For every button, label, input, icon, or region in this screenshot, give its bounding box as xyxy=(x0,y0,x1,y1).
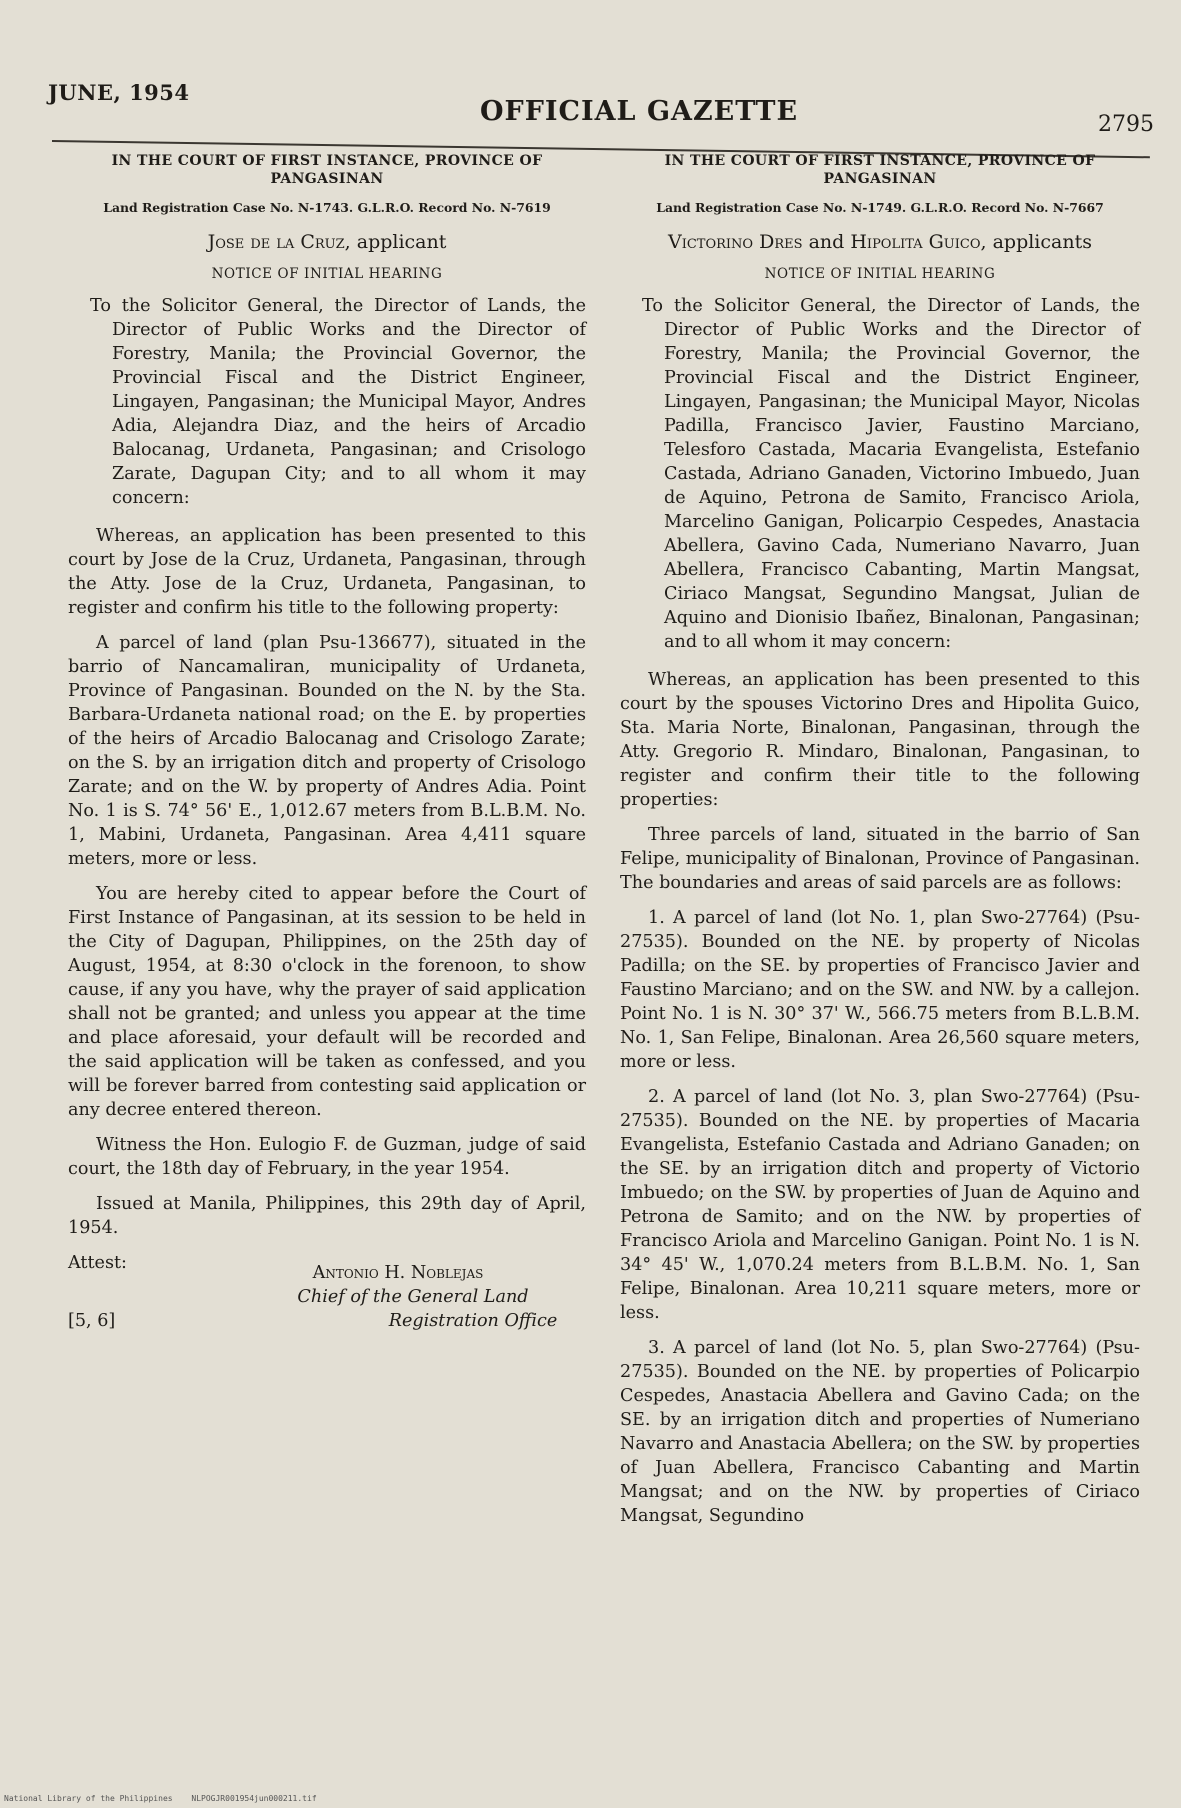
scan-file-name: NLPOGJR001954jun000211.tif xyxy=(191,1794,317,1803)
applicant-suffix: , applicant xyxy=(344,231,447,253)
publication-title: OFFICIAL GAZETTE xyxy=(480,96,799,127)
issue-date: JUNE, 1954 xyxy=(48,80,190,105)
applicant-line xyxy=(68,230,586,254)
paragraph: 2. A parcel of land (lot No. 3, plan Swo-27764) (Psu-27535). Bounded on the NE. by properties of Macaria Evangelista, Estefanio Castada and Adriano Ganaden; on the SE. by an irrigation ditch and property of Victorio Imbuedo; on the SW. by properties of Juan de Aquino and Petrona de Samito; and on the NW. by properties of Francisco Ariola and Marcelino Ganigan. Point No. 1 is N. 34° 45' W., 1,070.24 meters from B.L.B.M. No. 1, San Felipe, Binalonan. Area 10,211 square meters, more or less. xyxy=(620,1087,1140,1323)
paragraph: You are hereby cited to appear before the Court of First Instance of Pangasinan, at its session to be held in the City of Dagupan, Philippines, on the 25th day of August, 1954, at 8:30 o'clock in the forenoon, to show cause, if any you have, why the prayer of said application shall not be granted; and unless you appear at the time and place aforesaid, your default will be recorded and the said application will be taken as confessed, and you will be forever barred from contesting said application or any decree entered thereon. xyxy=(68,884,586,1120)
signatory-title-line-2: Registration Office xyxy=(388,1311,558,1331)
page-number: 2795 xyxy=(1098,112,1154,137)
paragraph: 3. A parcel of land (lot No. 5, plan Swo-27764) (Psu-27535). Bounded on the NE. by properties of Policarpio Cespedes, Anastacia Abellera and Gavino Cada; on the SE. by an irrigation ditch and properties of Numeriano Navarro and Anastacia Abellera; on the SW. by properties of Juan Abellera, Francisco Cabanting and Martin Mangsat; and on the NW. by properties of Ciriaco Mangsat, Segundino xyxy=(620,1338,1140,1526)
applicant-name: Jose de la Cruz xyxy=(207,231,345,253)
signature-block xyxy=(68,1251,586,1347)
notice-title: NOTICE OF INITIAL HEARING xyxy=(211,266,443,282)
applicant-line xyxy=(620,230,1140,254)
addressee: To the Solicitor General, the Director of Lands, the Director of Public Works and the Director of Forestry, Manila; the Provincial Governor, the Provincial Fiscal and the District Engineer, Lingayen, Pangasinan; the Municipal Mayor, Nicolas Padilla, Francisco Javier, Faustino Marciano, Telesforo Castada, Macaria Evangelista, Estefanio Castada, Adriano Ganaden, Victorino Imbuedo, Juan de Aquino, Petrona de Samito, Francisco Ariola, Marcelino Ganigan, Policarpio Cespedes, Anastacia Abellera, Gavino Cada, Numeriano Navarro, Juan Abellera, Francisco Cabanting, Martin Mangsat, Ciriaco Mangsat, Segundino Mangsat, Julian de Aquino and Dionisio Ibañez, Binalonan, Pangasinan; and to all whom it may concern: xyxy=(642,296,1140,652)
case-number: Land Registration Case No. N-1749. G.L.R.O. Record No. N-7667 xyxy=(656,200,1104,215)
signatory-title-line-1: Chief of the General Land xyxy=(297,1287,529,1307)
signatory-name: Antonio H. Noblejas xyxy=(312,1263,484,1283)
paragraph: Whereas, an application has been presented to this court by Jose de la Cruz, Urdaneta, Pangasinan, through the Atty. Jose de la Cruz, Urdaneta, Pangasinan, to register and confirm his title to the following property: xyxy=(68,526,586,618)
applicant-conjunction: and xyxy=(802,231,851,253)
scan-footer xyxy=(4,1794,331,1803)
attest-label: Attest: xyxy=(68,1253,127,1273)
paragraph: 1. A parcel of land (lot No. 1, plan Swo-27764) (Psu-27535). Bounded on the NE. by property of Nicolas Padilla; on the SE. by properties of Francisco Javier and Faustino Marciano; and on the SW. and NW. by a callejon. Point No. 1 is N. 30° 37' W., 566.75 meters from B.L.B.M. No. 1, San Felipe, Binalonan. Area 26,560 square meters, more or less. xyxy=(620,908,1140,1072)
notice-title: NOTICE OF INITIAL HEARING xyxy=(764,266,996,282)
case-number: Land Registration Case No. N-1743. G.L.R.O. Record No. N-7619 xyxy=(103,200,551,215)
right-notice xyxy=(620,152,1140,1539)
library-credit: National Library of the Philippines xyxy=(4,1794,173,1803)
applicant-name: Victorino Dres xyxy=(668,231,803,253)
paragraph: Three parcels of land, situated in the barrio of San Felipe, municipality of Binalonan, Province of Pangasinan. The boundaries and areas of said parcels are as follows: xyxy=(620,825,1140,893)
signatory xyxy=(238,1261,558,1333)
paragraph: Whereas, an application has been presented to this court by the spouses Victorino Dres and Hipolita Guico, Sta. Maria Norte, Binalonan, Pangasinan, through the Atty. Gregorio R. Mindaro, Binalonan, Pangasinan, to register and confirm their title to the following properties: xyxy=(620,670,1140,810)
paragraph: A parcel of land (plan Psu-136677), situated in the barrio of Nancamaliran, municipality of Urdaneta, Province of Pangasinan. Bounded on the N. by the Sta. Barbara-Urdaneta national road; on the E. by properties of the heirs of Arcadio Balocanag and Crisologo Zarate; on the S. by an irrigation ditch and property of Crisologo Zarate; and on the W. by property of Andres Adia. Point No. 1 is S. 74° 56' E., 1,012.67 meters from B.L.B.M. No. 1, Mabini, Urdaneta, Pangasinan. Area 4,411 square meters, more or less. xyxy=(68,633,586,869)
court-heading: IN THE COURT OF FIRST INSTANCE, PROVINCE OF PANGASINAN xyxy=(664,153,1096,187)
court-heading: IN THE COURT OF FIRST INSTANCE, PROVINCE OF PANGASINAN xyxy=(111,153,543,187)
paragraph: Issued at Manila, Philippines, this 29th day of April, 1954. xyxy=(68,1194,586,1238)
applicant-suffix: , applicants xyxy=(980,231,1092,253)
paragraph: Witness the Hon. Eulogio F. de Guzman, judge of said court, the 18th day of February, in the year 1954. xyxy=(68,1135,586,1179)
applicant-name: Hipolita Guico xyxy=(850,231,981,253)
addressee: To the Solicitor General, the Director of Lands, the Director of Public Works and the Director of Forestry, Manila; the Provincial Governor, the Provincial Fiscal and the District Engineer, Lingayen, Pangasinan; the Municipal Mayor, Andres Adia, Alejandra Diaz, and the heirs of Arcadio Balocanag, Urdaneta, Pangasinan; and Crisologo Zarate, Dagupan City; and to all whom it may concern: xyxy=(90,296,586,508)
publication-reference: [5, 6] xyxy=(68,1311,116,1331)
left-notice xyxy=(68,152,586,1347)
